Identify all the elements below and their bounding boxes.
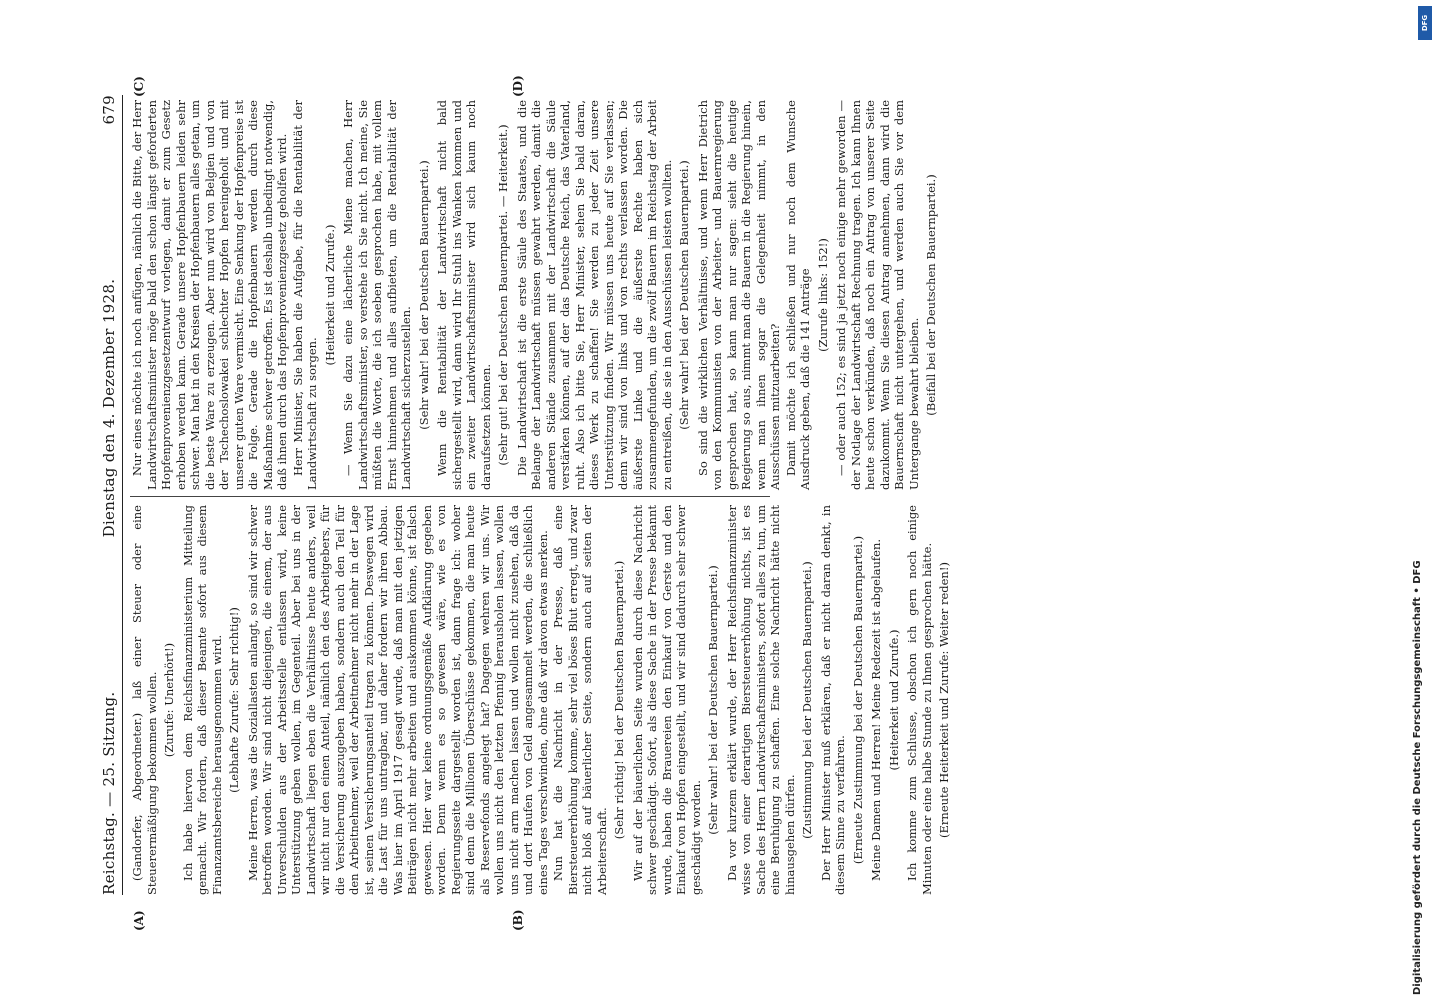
paragraph: So sind die wirklichen Verhältnisse, und wenn Herr Dietrich von den Kommunisten von der Arbeiter- und Bauernregierung gesprochen hat, so kann man nur sagen: sieht die heutige Regierung so aus, nimmt man die Bauern in die Regierung hinein, wenn man ihnen sogar die Gelegenheit nimmt, in den Ausschüssen mitzuarbeiten? (695, 100, 782, 490)
interjection: (Erneute Zustimmung bei der Deutschen Bauernpartei.) (850, 535, 865, 865)
paragraph: Damit möchte ich schließen und nur noch dem Wunsche Ausdruck geben, daß die 141 Anträge (783, 100, 812, 490)
paragraph: — Wenn Sie dazu eine lächerliche Miene machen, Herr Landwirtschaftsminister, so verstehe ich Sie nicht. Ich meine, Sie müßten die Worte, die ich soeben gesprochen habe, mit vollem Ernst hinnehmen und alles aufbieten, um die Rentabilität der Landwirtschaft sicherzustellen. (341, 100, 413, 490)
digitization-credit: Digitalisierung gefördert durch die Deutsche Forschungsgemeinschaft • DFG (1412, 560, 1423, 995)
left-column (130, 505, 956, 895)
interjection: (Sehr wahr! bei der Deutschen Bauernpartei.) (677, 160, 691, 430)
margin-marker-a: (A) (132, 910, 146, 931)
paragraph: Da vor kurzem erklärt wurde, der Herr Reichsfinanzminister wisse von einer derartigen Biersteuererhöhung nichts, ist es Sache des Herrn Landwirtschaftsministers, sofort alles zu tun, um eine Beruhigung zu schaffen. Eine solche Nachricht hätte nicht hinausgehen dürfen. (724, 505, 797, 895)
paragraph: Herr Minister, Sie haben die Aufgabe, für die Rentabilität der Landwirtschaft zu sorgen. (290, 100, 319, 490)
margin-marker-b: (B) (511, 909, 525, 931)
interjection: (Sehr wahr! bei der Deutschen Bauernpartei.) (706, 565, 720, 835)
paragraph: Wenn die Rentabilität der Landwirtschaft nicht bald sichergestellt wird, dann wird Ihr Stuhl ins Wanken kommen und ein zweiter Landwirtschaftsminister wird sich kaum noch daraufsetzen können. (435, 100, 493, 490)
running-head-date: Dienstag den 4. Dezember 1928. (100, 278, 118, 538)
paragraph: (Gandorfer, Abgeordneter.) laß einer Steuer oder eine Steuerermäßigung bekommen wollen. (130, 505, 159, 895)
margin-marker-c: (C) (132, 76, 146, 97)
interjection: (Lebhafte Zurufe: Sehr richtig!) (227, 607, 241, 793)
paragraph: Der Herr Minister muß erklären, daß er nicht daran denkt, in diesem Sinne zu verfahren. (818, 505, 847, 895)
header-rule (122, 95, 123, 895)
paragraph: Wir auf der bäuerlichen Seite wurden durch diese Nachricht schwer geschädigt. Sofort, als diese Sache in der Presse bekannt wurde, haben die Brauereien den Einkauf von Gerste und den Einkauf von Hopfen eingestellt, und wir sind dadurch sehr schwer geschädigt worden. (630, 505, 703, 895)
interjection: (Sehr richtig! bei der Deutschen Bauernpartei.) (612, 560, 626, 840)
interjection: (Zustimmung bei der Deutschen Bauernpartei.) (800, 561, 814, 839)
interjection: (Heiterkeit und Zurufe.) (886, 629, 901, 771)
running-head-left: Reichstag. — 25. Sitzung. (100, 691, 118, 895)
paragraph: Nur eines möchte ich noch anfügen, nämlich die Bitte, der Herr Landwirtschaftsminister möge bald den schon längst geforderten Hopfenprovenienzgesetzentwurf vorlegen, damit er zum Gesetz erhoben werden kann. Gerade unsere Hopfenbauern leiden sehr schwer. Man hat in den Kreisen der Hopfenbauern alles getan, um die beste Ware zu erzeugen. Aber nun wird von Belgien und von der Tschechoslowakei schlechter Hopfen hereingeholt und mit unserer guten Ware vermischt. Eine Senkung der Hopfenpreise ist die Folge. Gerade die Hopfenbauern werden durch diese Maßnahme schwer getroffen. Es ist deshalb unbedingt notwendig, daß ihnen durch das Hopfenprovenienzgesetz geholfen wird. (130, 100, 289, 490)
paragraph: Nun hat die Nachricht in der Presse, daß eine Biersteuererhöhung komme, sehr viel böses Blut erregt, und zwar nicht bloß auf bäuerlicher Seite, sondern auch auf seiten der Arbeiterschaft. (551, 505, 609, 895)
interjection: (Zurufe links: 152!) (815, 238, 830, 352)
interjection: (Zurufe: Unerhört!) (162, 642, 176, 758)
paragraph: Meine Damen und Herren! Meine Redezeit ist abgelaufen. (869, 538, 883, 881)
interjection: (Sehr gut! bei der Deutschen Bauernpartei. — Heiterkeit.) (496, 124, 510, 466)
paragraph: Die Landwirtschaft ist die erste Säule des Staates, und die Belange der Landwirtschaft müssen gewahrt werden, damit die anderen Stände zusammen mit der Landwirtschaft die Säule verstärken können, auf der das Deutsche Reich, das Vaterland, ruht. Also ich bitte Sie, Herr Minister, sehen Sie bald daran, dieses Werk zu schaffen! Sie werden zu jeder Zeit unsere Unterstützung finden. Wir müssen uns heute auf Sie verlassen; denn wir sind von links und von rechts verlassen worden. Die äußerste Linke und die äußerste Rechte haben sich zusammengefunden, um die zwölf Bauern im Reichstag der Arbeit zu entreißen, die sie in den Ausschüssen leisten wollten. (514, 100, 674, 490)
running-head (96, 95, 118, 895)
rotated-text-frame (96, 75, 1396, 935)
paragraph: Ich habe hiervon dem Reichsfinanzministerium Mitteilung gemacht. Wir fordern, daß dieser Beamte sofort aus diesem Finanzamtsbereiche herausgenommen wird. (180, 505, 224, 895)
paragraph: — oder auch 152; es sind ja jetzt noch einige mehr geworden — der Notlage der Landwirtschaft Rechnung tragen. Ich kann Ihnen heute schon verkünden, daß noch ein Antrag von unserer Seite dazukommt. Wenn Sie diesen Antrag annehmen, dann wird die Bauernschaft nicht untergehen, und werden auch Sie vor dem Untergange bewahrt bleiben. (834, 100, 921, 490)
page-number: 679 (100, 95, 118, 125)
interjection: (Sehr wahr! bei der Deutschen Bauernpartei.) (416, 160, 431, 430)
interjection: (Heiterkeit und Zurufe.) (322, 224, 337, 366)
column-divider (130, 496, 770, 497)
dfg-logo-icon (1418, 6, 1432, 40)
margin-marker-d: (D) (511, 75, 525, 97)
interjection: (Erneute Heiterkeit und Zurufe: Weiter reden!) (937, 562, 951, 838)
logo-text: DFG (1421, 14, 1429, 32)
paragraph: Meine Herren, was die Soziallasten anlangt, so sind wir schwer betroffen worden. Wir sind nicht diejenigen, die einem, der aus Unverschulden aus der Arbeitsstelle entlassen wird, keine Unterstützung geben wollen, im Gegenteil. Aber bei uns in der Landwirtschaft liegen eben die Verhältnisse heute anders, weil wir nicht nur den einen Anteil, nämlich den des Arbeitgebers, für die Versicherung auszugeben haben, sondern auch den Teil für den Arbeitnehmer, weil der Arbeitnehmer nicht mehr in der Lage ist, seinen Versicherungsanteil tragen zu können. Deswegen wird die Last für uns untragbar, und daher fordern wir ihren Abbau. Was hier im April 1917 gesagt wurde, daß man mit den jetzigen Beiträgen nicht mehr arbeiten und auskommen könne, ist falsch gewesen. Hier war keine ordnungsgemäße Aufklärung gegeben worden. Denn wenn es so gewesen wäre, wie es von Regierungsseite dargestellt worden ist, dann frage ich: woher sind denn die Millionen Überschüsse gekommen, die man heute als Reservefonds angelegt hat? Dagegen wehren wir uns. Wir wollen uns nicht den letzten Pfennig herausholen lassen, wollen uns nicht arm machen lassen und wollen nicht zusehen, daß da und dort Haufen von Geld angesammelt werden, die schließlich eines Tages verschwinden, ohne daß wir davon etwas merken. (245, 505, 550, 895)
paragraph: Ich komme zum Schlusse, obschon ich gern noch einige Minuten oder eine halbe Stunde zu Ihnen gesprochen hätte. (905, 505, 934, 895)
right-column (130, 100, 943, 490)
interjection: (Beifall bei der Deutschen Bauernpartei.) (924, 174, 938, 416)
